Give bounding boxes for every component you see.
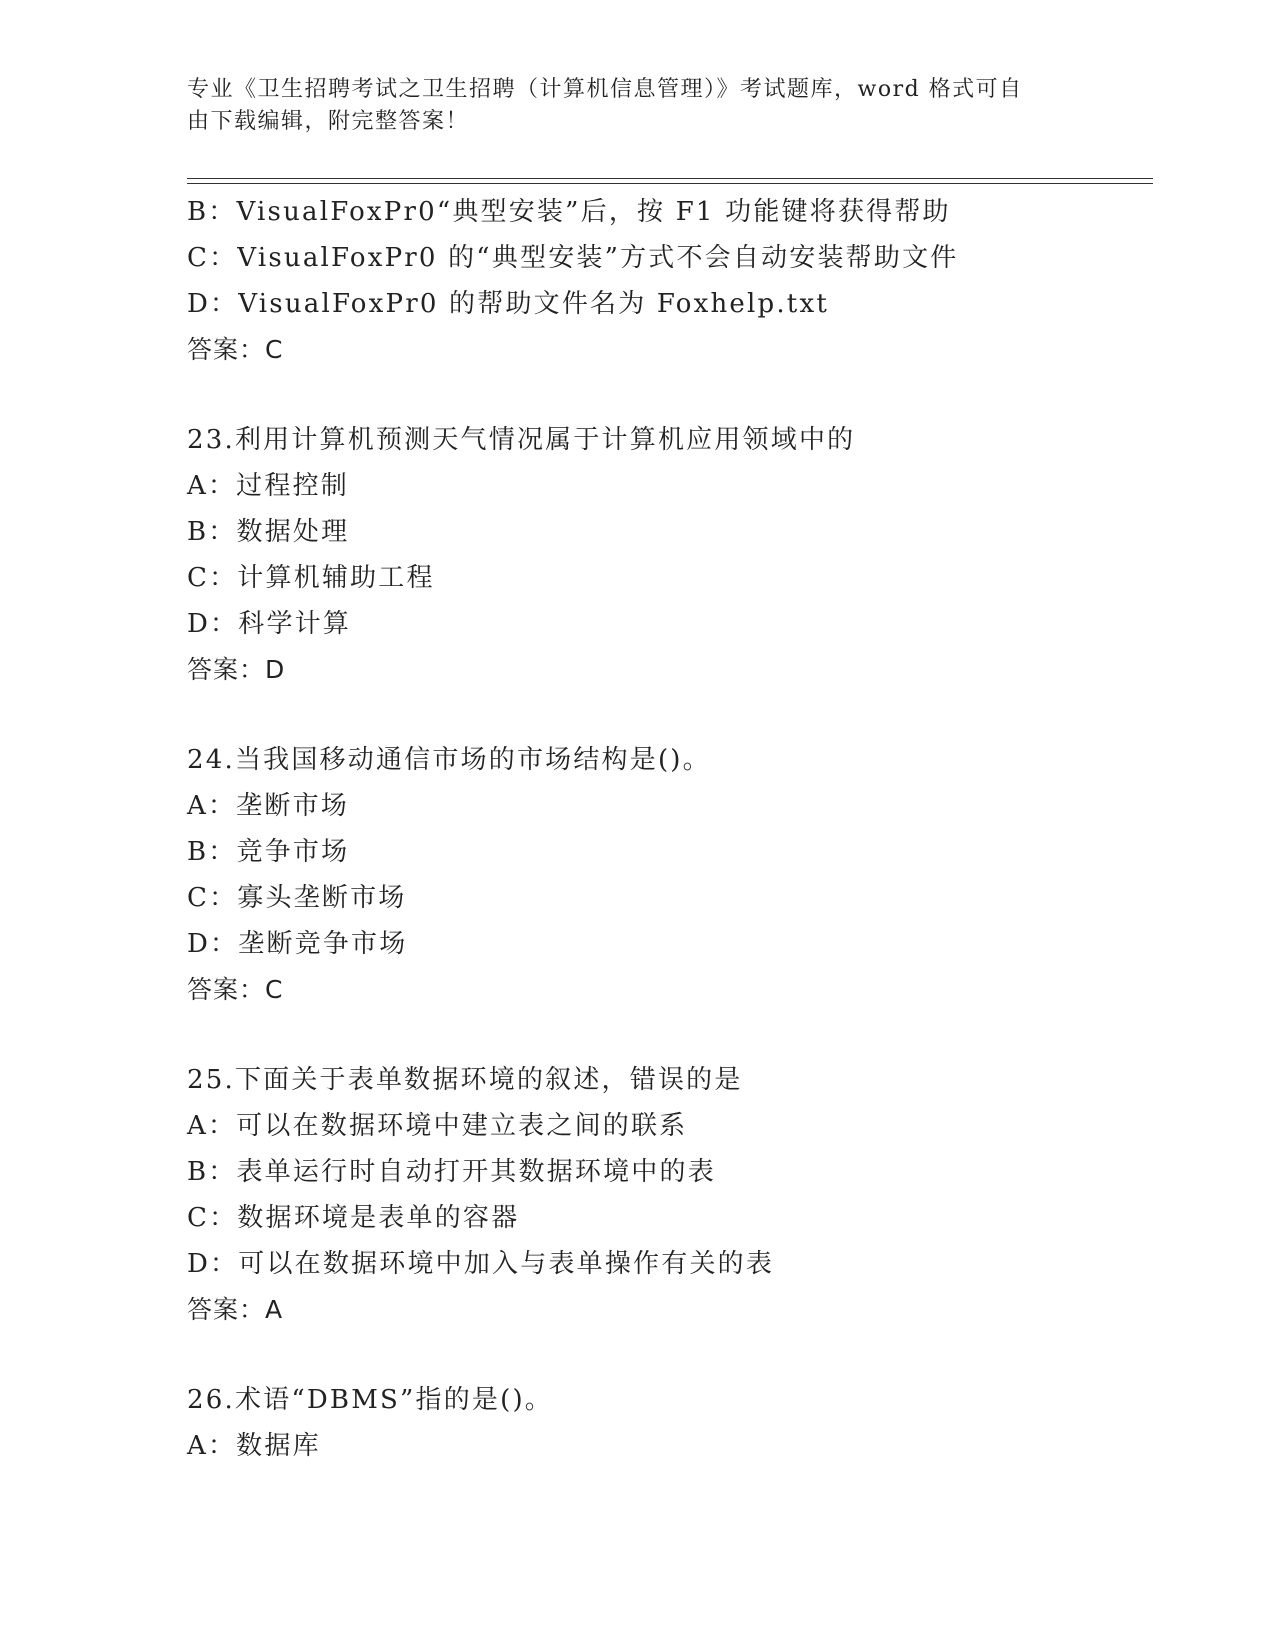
q22-option-b: B：VisualFoxPr0“典型安装”后，按 F1 功能键将获得帮助 (187, 197, 951, 227)
q22-option-c: C：VisualFoxPr0 的“典型安装”方式不会自动安装帮助文件 (187, 243, 959, 273)
question-24 (187, 737, 1147, 1013)
q24-option-a: A：垄断市场 (187, 791, 349, 821)
q25-option-c: C：数据环境是表单的容器 (187, 1203, 520, 1233)
q23-option-d: D：科学计算 (187, 609, 352, 639)
question-25 (187, 1057, 1147, 1333)
q24-option-c: C：寡头垄断市场 (187, 883, 407, 913)
q23-option-a: A：过程控制 (187, 471, 349, 501)
q23-option-b: B：数据处理 (187, 517, 350, 547)
q25-option-b: B：表单运行时自动打开其数据环境中的表 (187, 1157, 716, 1187)
question-list (187, 189, 1147, 1469)
q26-option-a: A：数据库 (187, 1431, 321, 1461)
q25-option-a: A：可以在数据环境中建立表之间的联系 (187, 1111, 688, 1141)
document-header (187, 74, 1067, 138)
q24-answer: 答案：C (187, 975, 284, 1004)
q24-stem: 24.当我国移动通信市场的市场结构是()。 (187, 745, 711, 775)
q26-stem: 26.术语“DBMS”指的是()。 (187, 1385, 554, 1415)
question-26 (187, 1377, 1147, 1469)
header-line-2: 由下载编辑，附完整答案！ (187, 109, 470, 134)
header-divider-top (187, 178, 1153, 179)
q25-stem: 25.下面关于表单数据环境的叙述，错误的是 (187, 1065, 743, 1095)
header-divider-bottom (187, 183, 1153, 184)
q23-answer: 答案：D (187, 655, 286, 684)
question-22-tail (187, 189, 1147, 373)
q25-option-d: D：可以在数据环境中加入与表单操作有关的表 (187, 1249, 775, 1279)
question-23 (187, 417, 1147, 693)
q22-option-d: D：VisualFoxPr0 的帮助文件名为 Foxhelp.txt (187, 289, 829, 319)
q24-option-d: D：垄断竞争市场 (187, 929, 408, 959)
header-line-1: 专业《卫生招聘考试之卫生招聘（计算机信息管理）》考试题库，word 格式可自 (187, 77, 1023, 102)
q24-option-b: B：竞争市场 (187, 837, 350, 867)
q23-stem: 23.利用计算机预测天气情况属于计算机应用领域中的 (187, 425, 856, 455)
q23-option-c: C：计算机辅助工程 (187, 563, 435, 593)
q22-answer: 答案：C (187, 335, 284, 364)
q25-answer: 答案：A (187, 1295, 284, 1324)
